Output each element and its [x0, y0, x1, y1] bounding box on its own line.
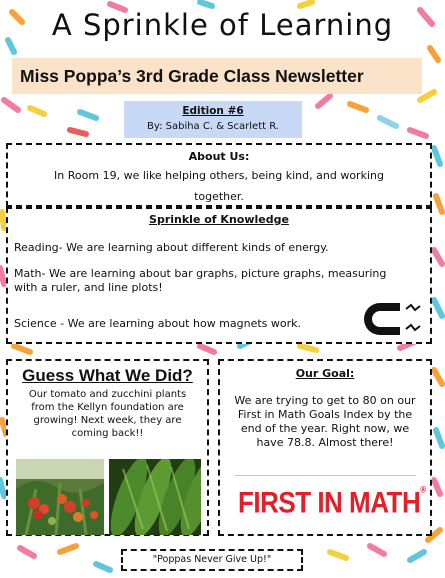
magnet-icon: [364, 299, 426, 339]
goal-heading: Our Goal:: [295, 367, 355, 380]
reading-item: Reading- We are learning about different kinds of energy.: [14, 241, 329, 254]
newsletter-title: A Sprinkle of Learning: [51, 8, 394, 42]
goal-divider: [234, 475, 416, 476]
authors: By: Sabiha C. & Scarlett R.: [147, 121, 279, 132]
science-item: Science - We are learning about how magnets work.: [14, 317, 302, 330]
zucchini-photo: [109, 459, 201, 535]
math-item: Math- We are learning about bar graphs, picture graphs, measuring with a ruler, and line plots!: [14, 267, 387, 294]
about-heading: About Us:: [188, 150, 250, 163]
about-us-section: [6, 143, 432, 207]
tomato-plants-photo: [16, 459, 104, 535]
registered-mark: ®: [420, 484, 426, 496]
guess-heading: Guess What We Did?: [22, 366, 193, 385]
first-in-math-logo: [238, 484, 426, 521]
guess-what-we-did-section: [6, 359, 209, 536]
knowledge-heading: Sprinkle of Knowledge: [149, 213, 289, 226]
our-goal-section: [218, 359, 432, 536]
sprinkle-of-knowledge-section: [6, 207, 432, 344]
logo-text: FIRST IN MATH: [238, 484, 421, 520]
edition-banner: [124, 101, 302, 138]
guess-text: Our tomato and zucchini plants from the Kellyn foundation are growing! Next week, they are coming back!!: [28, 389, 187, 439]
edition-number: Edition #6: [182, 105, 244, 117]
goal-text: We are trying to get to 80 on our First in Math Goals Index by the end of the year. Right now, we have 78.8. Almost there!: [234, 394, 416, 449]
class-motto: "Poppas Never Give Up!": [121, 549, 303, 571]
class-subtitle: Miss Poppa’s 3rd Grade Class Newsletter: [12, 58, 422, 94]
about-text: In Room 19, we like helping others, being kind, and working together.: [54, 169, 384, 203]
